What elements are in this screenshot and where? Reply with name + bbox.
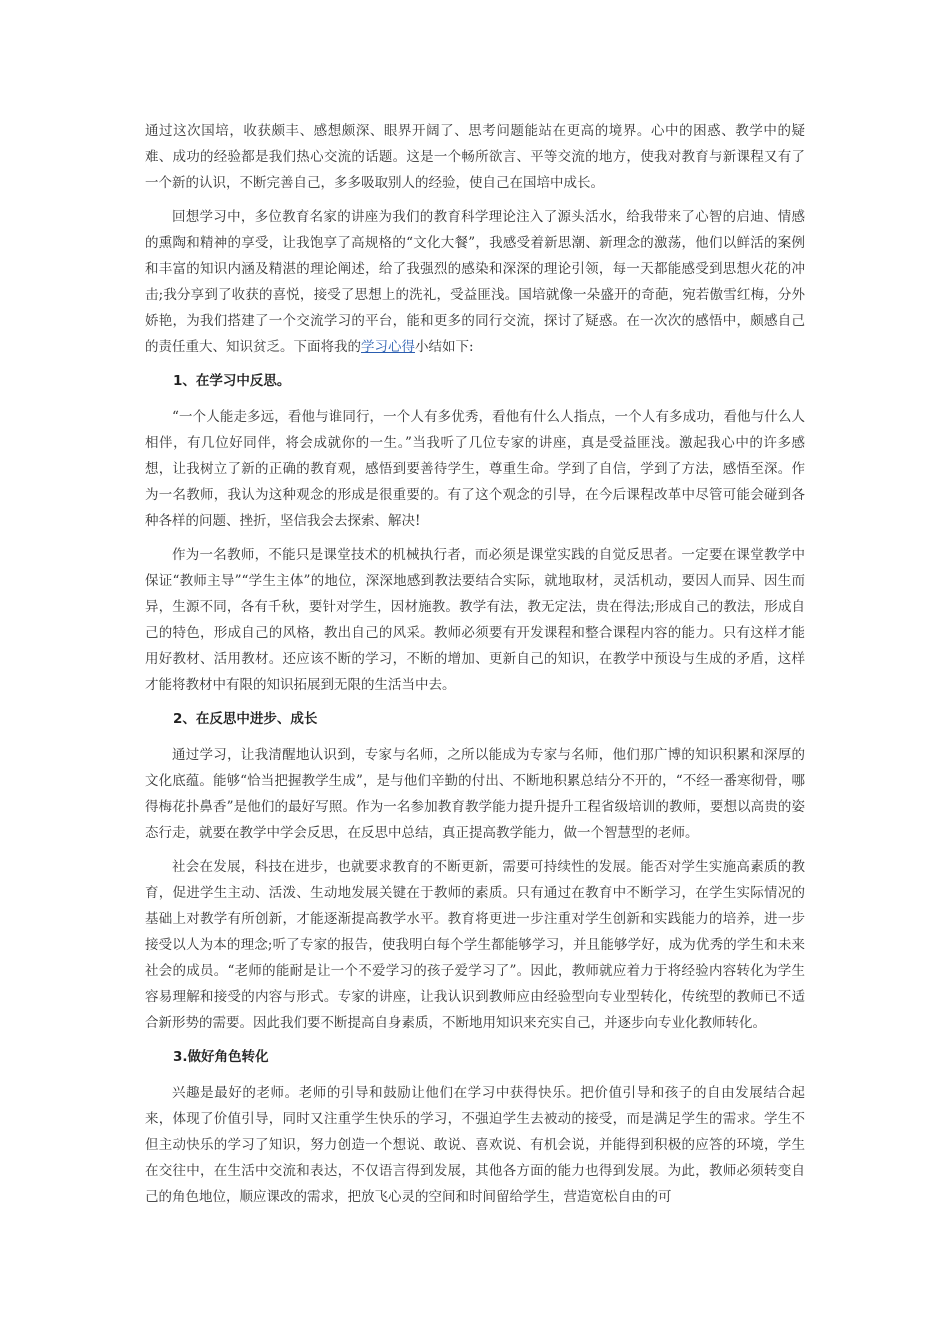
paragraph-society: 社会在发展，科技在进步，也就要求教育的不断更新，需要可持续性的发展。能否对学生实施高素质的教育，促进学生主动、活泼、生动地发展关键在于教师的素质。只有通过在教育中不断学习，在学生实际情况的基础上对教学有所创新，才能逐渐提高教学水平。教育将更进一步注重对学生创新和实践能力的培养，进一步接受以人为本的理念;听了专家的报告，使我明白每个学生都能够学习，并且能够学好，成为优秀的学生和未来社会的成员。“老师的能耐是让一个不爱学习的孩子爱学习了”。因此，教师就应着力于将经验内容转化为学生容易理解和接受的内容与形式。专家的讲座，让我认识到教师应由经验型向专业型转化，传统型的教师已不适合新形势的需要。因此我们要不断提高自身素质，不断地用知识来充实自己，并逐步向专业化教师转化。 (145, 859, 805, 1031)
section-heading-1: 1、在学习中反思。 (173, 373, 291, 389)
study-notes-link[interactable]: 学习心得 (361, 339, 415, 355)
paragraph-recall-text: 回想学习中，多位教育名家的讲座为我们的教育科学理论注入了源头活水，给我带来了心智的启迪、情感的熏陶和精神的享受，让我饱享了高规格的“文化大餐”，我感受着新思潮、新理念的激荡，他们以鲜活的案例和丰富的知识内涵及精湛的理论阐述，给了我强烈的感染和深深的理论引领，每一天都能感受到思想火花的冲击;我分享到了收获的喜悦，接受了思想上的洗礼，受益匪浅。国培就像一朵盛开的奇葩，宛若傲雪红梅，分外娇艳，为我们搭建了一个交流学习的平台，能和更多的同行交流，探讨了疑惑。在一次次的感悟中，颇感自己的责任重大、知识贫乏。下面将我的 (145, 209, 805, 355)
paragraph-intro: 通过这次国培，收获颇丰、感想颇深、眼界开阔了、思考问题能站在更高的境界。心中的困惑、教学中的疑难、成功的经验都是我们热心交流的话题。这是一个畅所欲言、平等交流的地方，使我对教育与新课程又有了一个新的认识，不断完善自己，多多吸取别人的经验，使自己在国培中成长。 (145, 123, 805, 191)
document-page (145, 118, 805, 1218)
section-heading-3: 3.做好角色转化 (173, 1049, 269, 1065)
paragraph-teacher-role: 作为一名教师，不能只是课堂技术的机械执行者，而必须是课堂实践的自觉反思者。一定要在课堂教学中保证“教师主导”“学生主体”的地位，深深地感到教法要结合实际，就地取材，灵活机动，要因人而异、因生而异，生源不同，各有千秋，要针对学生，因材施教。教学有法，教无定法，贵在得法;形成自己的教法，形成自己的特色，形成自己的风格，教出自己的风采。教师必须要有开发课程和整合课程内容的能力。只有这样才能用好教材、活用教材。还应该不断的学习，不断的增加、更新自己的知识，在教学中预设与生成的矛盾，这样才能将教材中有限的知识拓展到无限的生活当中去。 (145, 547, 805, 693)
paragraph-recall-end: 小结如下: (415, 339, 474, 355)
paragraph-quote: “一个人能走多远，看他与谁同行，一个人有多优秀，看他有什么人指点，一个人有多成功，看他与什么人相伴，有几位好同伴，将会成就你的一生。”当我听了几位专家的讲座，真是受益匪浅。激起我心中的许多感想，让我树立了新的正确的教育观，感悟到要善待学生，尊重生命。学到了自信，学到了方法，感悟至深。作为一名教师，我认为这种观念的形成是很重要的。有了这个观念的引导，在今后课程改革中尽管可能会碰到各种各样的问题、挫折，坚信我会去探索、解决! (145, 409, 805, 529)
section-heading-2: 2、在反思中进步、成长 (173, 711, 318, 727)
paragraph-recall (145, 204, 805, 360)
paragraph-interest: 兴趣是最好的老师。老师的引导和鼓励让他们在学习中获得快乐。把价值引导和孩子的自由发展结合起来，体现了价值引导，同时又注重学生快乐的学习，不强迫学生去被动的接受，而是满足学生的需求。学生不但主动快乐的学习了知识，努力创造一个想说、敢说、喜欢说、有机会说，并能得到积极的应答的环境，学生在交往中，在生活中交流和表达，不仅语言得到发展，其他各方面的能力也得到发展。为此，教师必须转变自己的角色地位，顺应课改的需求，把放飞心灵的空间和时间留给学生，营造宽松自由的可 (145, 1085, 805, 1205)
paragraph-experts: 通过学习，让我清醒地认识到，专家与名师，之所以能成为专家与名师，他们那广博的知识积累和深厚的文化底蕴。能够“恰当把握教学生成”，是与他们辛勤的付出、不断地积累总结分不开的，“不经一番寒彻骨，哪得梅花扑鼻香”是他们的最好写照。作为一名参加教育教学能力提升提升工程省级培训的教师，要想以高贵的姿态行走，就要在教学中学会反思，在反思中总结，真正提高教学能力，做一个智慧型的老师。 (145, 747, 805, 841)
